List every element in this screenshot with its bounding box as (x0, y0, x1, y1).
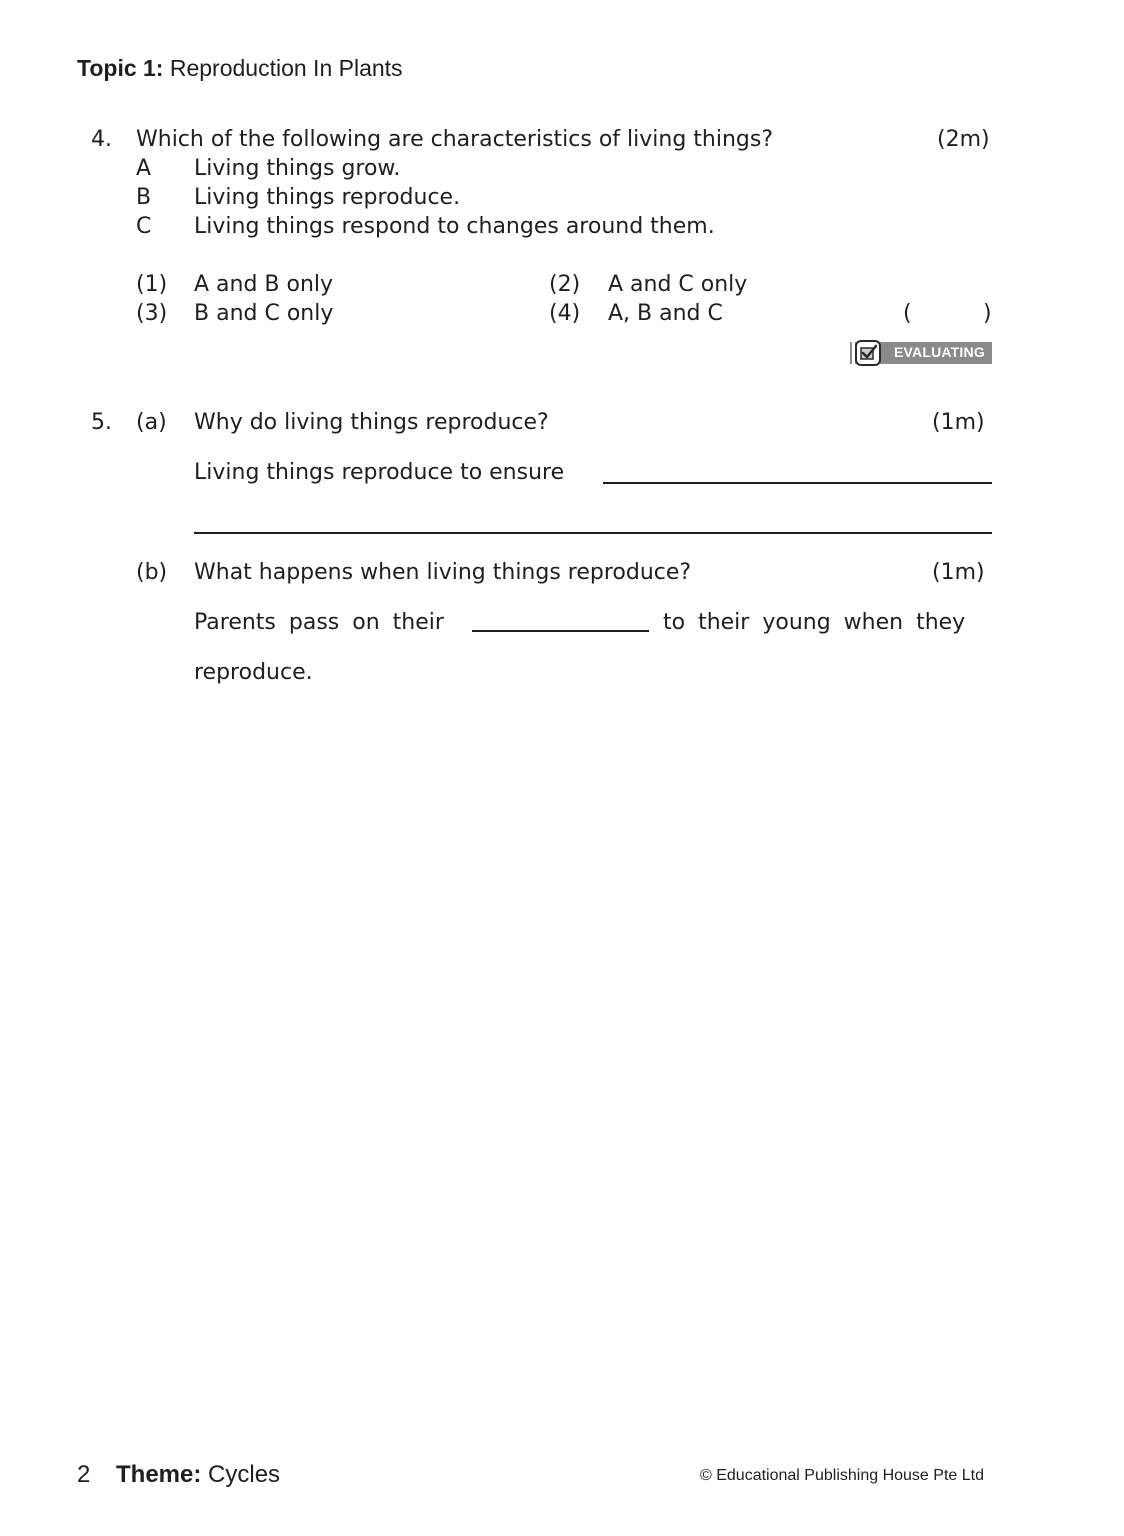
q5a-label: (a) (136, 410, 167, 435)
q5a-marks: (1m) (932, 410, 985, 435)
theme-label: Theme: (116, 1461, 202, 1488)
topic-header (77, 55, 403, 82)
q4-number: 4. (91, 127, 112, 152)
answer-box[interactable] (918, 301, 980, 329)
option-text: A and B only (194, 272, 334, 297)
q5b-prompt-end: reproduce. (194, 660, 313, 685)
statement-letter: B (136, 185, 152, 210)
answer-bracket-open: ( (903, 301, 912, 326)
q5b-question: What happens when living things reproduce? (194, 560, 692, 585)
statement-letter: A (136, 156, 152, 181)
q5b-answer-line[interactable] (472, 630, 649, 632)
statement-letter: C (136, 214, 152, 239)
q4-marks: (2m) (937, 127, 990, 152)
statement-text: Living things reproduce. (194, 185, 461, 210)
option-number: (1) (136, 272, 168, 297)
q5a-prompt: Living things reproduce to ensure (194, 460, 565, 485)
checkbox-icon (855, 340, 881, 366)
copyright: © Educational Publishing House Pte Ltd (700, 1467, 984, 1484)
q5a-answer-line-2[interactable] (194, 532, 992, 534)
option-number: (2) (549, 272, 581, 297)
statement-text: Living things grow. (194, 156, 401, 181)
option-text: A, B and C (608, 301, 723, 326)
q5b-label: (b) (136, 560, 168, 585)
option-number: (4) (549, 301, 581, 326)
option-text: A and C only (608, 272, 748, 297)
topic-title: Reproduction In Plants (169, 55, 403, 81)
q5b-marks: (1m) (932, 560, 985, 585)
q4-question: Which of the following are characteristics of living things? (136, 127, 774, 152)
q5b-prompt-start: Parents pass on their (194, 610, 444, 635)
footer-theme (116, 1461, 280, 1489)
q5a-answer-line-1[interactable] (603, 482, 992, 484)
statement-text: Living things respond to changes around them. (194, 214, 715, 239)
topic-label: Topic 1: (77, 55, 164, 81)
evaluating-badge (850, 342, 992, 364)
q5b-prompt-middle: to their young when they (663, 610, 966, 635)
option-text: B and C only (194, 301, 334, 326)
q5a-question: Why do living things reproduce? (194, 410, 549, 435)
option-number: (3) (136, 301, 168, 326)
q5-number: 5. (91, 410, 112, 435)
answer-bracket-close: ) (983, 301, 992, 326)
page-number: 2 (77, 1461, 91, 1488)
evaluating-label: EVALUATING (894, 344, 985, 360)
theme-title: Cycles (208, 1461, 281, 1488)
